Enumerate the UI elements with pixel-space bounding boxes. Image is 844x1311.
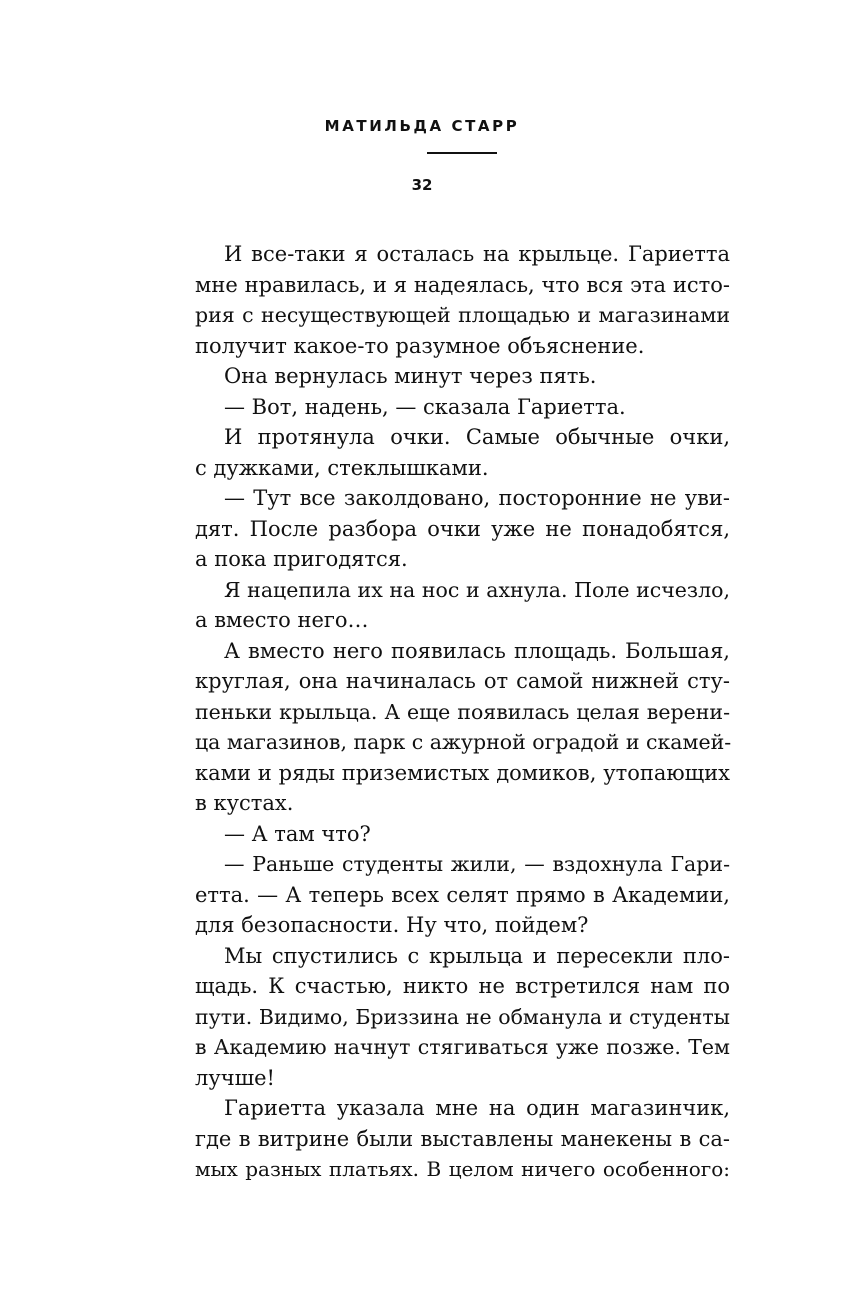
text-line: — Вот, надень, — сказала Гариетта. xyxy=(224,394,626,419)
text-line: лучше! xyxy=(195,1065,275,1090)
text-line: получит какое-то разумное объяснение. xyxy=(195,333,645,358)
text-line: пути. Видимо, Бриззина не обманула и студенты xyxy=(195,1004,730,1029)
text-line: Мы спустились с крыльца и пересекли пло- xyxy=(224,943,730,968)
text-line: дят. После разбора очки уже не понадобятся, xyxy=(195,516,730,541)
text-line: рия с несуществующей площадью и магазинами xyxy=(195,303,730,327)
text-line: щадь. К счастью, никто не встретился нам по xyxy=(195,974,730,998)
text-line: — Раньше студенты жили, — вздохнула Гари- xyxy=(224,852,730,876)
body-text xyxy=(195,239,730,1185)
text-line: в Академию начнут стягиваться уже позже. Тем xyxy=(195,1035,730,1059)
text-line: А вместо него появилась площадь. Большая, xyxy=(224,638,730,663)
text-line: етта. — А теперь всех селят прямо в Академии, xyxy=(195,882,730,907)
text-line: для безопасности. Ну что, пойдем? xyxy=(195,913,589,937)
text-line: ками и ряды приземистых домиков, утопающих xyxy=(195,760,730,785)
text-line: Она вернулась минут через пять. xyxy=(224,364,597,388)
header-rule xyxy=(427,152,497,154)
text-line: И протянула очки. Самые обычные очки, xyxy=(224,425,730,449)
text-line: пеньки крыльца. А еще появилась целая верени- xyxy=(195,699,730,724)
text-line: а вместо него… xyxy=(195,608,369,632)
text-line: а пока пригодятся. xyxy=(195,547,408,571)
text-line: — Тут все заколдовано, посторонние не уви- xyxy=(224,486,730,510)
text-line: круглая, она начиналась от самой нижней сту- xyxy=(195,669,730,693)
text-line: в кустах. xyxy=(195,791,294,815)
page-number: 32 xyxy=(411,176,433,194)
text-line: ца магазинов, парк с ажурной оградой и скамей- xyxy=(195,730,732,754)
text-line: — А там что? xyxy=(224,821,371,846)
text-line: с дужками, стеклышками. xyxy=(195,455,489,480)
text-line: мне нравилась, и я надеялась, что вся эта исто- xyxy=(195,272,730,297)
text-line: Я нацепила их на нос и ахнула. Поле исчезло, xyxy=(224,577,730,602)
text-line: мых разных платьях. В целом ничего особенного: xyxy=(195,1157,730,1181)
text-line: Гариетта указала мне на один магазинчик, xyxy=(224,1096,730,1120)
running-head-author: МАТИЛЬДА СТАРР xyxy=(324,117,520,135)
text-line: И все-таки я осталась на крыльце. Гариетта xyxy=(224,242,730,266)
text-line: где в витрине были выставлены манекены в са- xyxy=(195,1126,730,1151)
